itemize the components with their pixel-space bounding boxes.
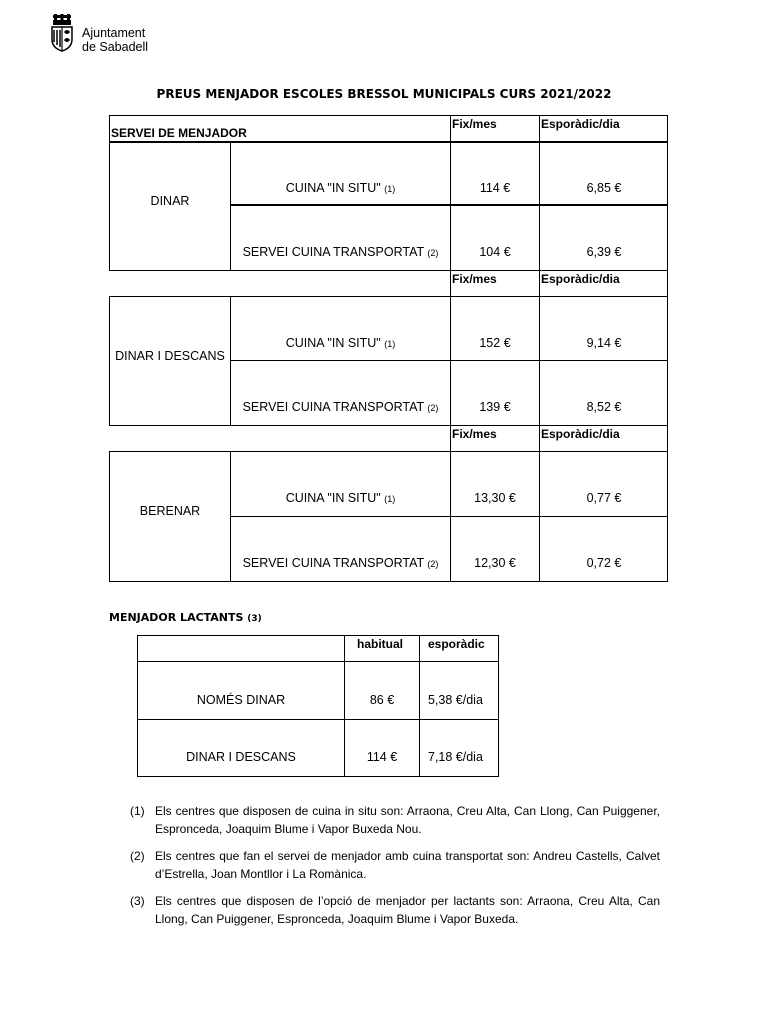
col-header-esporadic: esporàdic — [428, 637, 485, 651]
table-row-label: DINAR I DESCANS — [186, 750, 296, 764]
footnotes — [130, 802, 660, 937]
price-esporadic: 8,52 € — [586, 400, 622, 414]
table-row — [231, 491, 450, 505]
price-esporadic: 6,85 € — [586, 181, 622, 195]
col-header-habitual: habitual — [357, 637, 404, 651]
footnote-text: Els centres que fan el servei de menjador amb cuina transportat son: Andreu Castells, Calvet d’Estrella, Joan Montllor i La Romànica. — [155, 849, 660, 881]
page-title: PREUS MENJADOR ESCOLES BRESSOL MUNICIPALS CURS 2021/2022 — [156, 87, 612, 101]
service-label: SERVEI CUINA TRANSPORTAT — [242, 400, 424, 414]
city-crest-icon — [50, 14, 74, 52]
footnote — [130, 802, 660, 838]
org-name-line2: de Sabadell — [82, 40, 149, 54]
footnote-text: Els centres que disposen de l’opció de menjador per lactants son: Arraona, Creu Alta, Can Llong, Can Puiggener, Espronceda, Joaquim Blume i Vapor Buxeda. — [155, 894, 660, 926]
table-row — [231, 245, 450, 259]
service-note: (1) — [384, 339, 396, 349]
table-row — [231, 336, 450, 350]
service-note: (2) — [427, 403, 439, 413]
group-name: DINAR — [150, 194, 190, 208]
price-fix: 13,30 € — [474, 491, 516, 505]
price-habitual: 114 € — [366, 750, 398, 764]
service-label: CUINA "IN SITU" — [285, 491, 381, 505]
price-esporadic: 0,77 € — [586, 491, 622, 505]
service-label: SERVEI CUINA TRANSPORTAT — [242, 556, 424, 570]
footnote-text: Els centres que disposen de cuina in situ son: Arraona, Creu Alta, Can Llong, Can Puiggener, Espronceda, Joaquim Blume i Vapor Buxeda Nou. — [155, 804, 660, 836]
section-title-lactants — [109, 611, 262, 624]
table-row — [231, 181, 450, 195]
lactants-title-note: (3) — [247, 614, 262, 624]
price-fix: 139 € — [479, 400, 511, 414]
service-note: (1) — [384, 494, 396, 504]
price-esporadic: 6,39 € — [586, 245, 622, 259]
footnote-number: (2) — [130, 849, 145, 863]
footnote — [130, 847, 660, 883]
price-habitual: 86 € — [369, 693, 395, 707]
group-name: DINAR I DESCANS — [115, 349, 225, 363]
col-header-fix: Fix/mes — [452, 427, 497, 441]
table-row — [231, 400, 450, 414]
service-note: (1) — [384, 184, 396, 194]
footnote — [130, 892, 660, 928]
price-esporadic: 7,18 €/dia — [428, 750, 483, 764]
col-header-esporadic: Esporàdic/dia — [541, 272, 620, 286]
footnote-number: (3) — [130, 894, 145, 908]
price-fix: 152 € — [479, 336, 511, 350]
table-row — [231, 556, 450, 570]
service-label: SERVEI CUINA TRANSPORTAT — [242, 245, 424, 259]
group-name: BERENAR — [139, 504, 201, 518]
price-fix: 104 € — [479, 245, 511, 259]
price-esporadic: 5,38 €/dia — [428, 693, 483, 707]
table-row-label: NOMÉS DINAR — [196, 693, 286, 707]
lactants-title: MENJADOR LACTANTS — [109, 611, 244, 624]
service-label: CUINA "IN SITU" — [285, 336, 381, 350]
price-esporadic: 9,14 € — [586, 336, 622, 350]
price-fix: 114 € — [479, 181, 511, 195]
col-header-fix: Fix/mes — [452, 272, 497, 286]
col-header-esporadic: Esporàdic/dia — [541, 427, 620, 441]
org-name-line1: Ajuntament — [82, 26, 146, 40]
service-note: (2) — [427, 559, 439, 569]
service-note: (2) — [427, 248, 439, 258]
section-label: SERVEI DE MENJADOR — [111, 126, 247, 140]
col-header-fix: Fix/mes — [452, 117, 497, 131]
price-fix: 12,30 € — [474, 556, 516, 570]
footnote-number: (1) — [130, 804, 145, 818]
service-label: CUINA "IN SITU" — [285, 181, 381, 195]
price-esporadic: 0,72 € — [586, 556, 622, 570]
col-header-esporadic: Esporàdic/dia — [541, 117, 620, 131]
